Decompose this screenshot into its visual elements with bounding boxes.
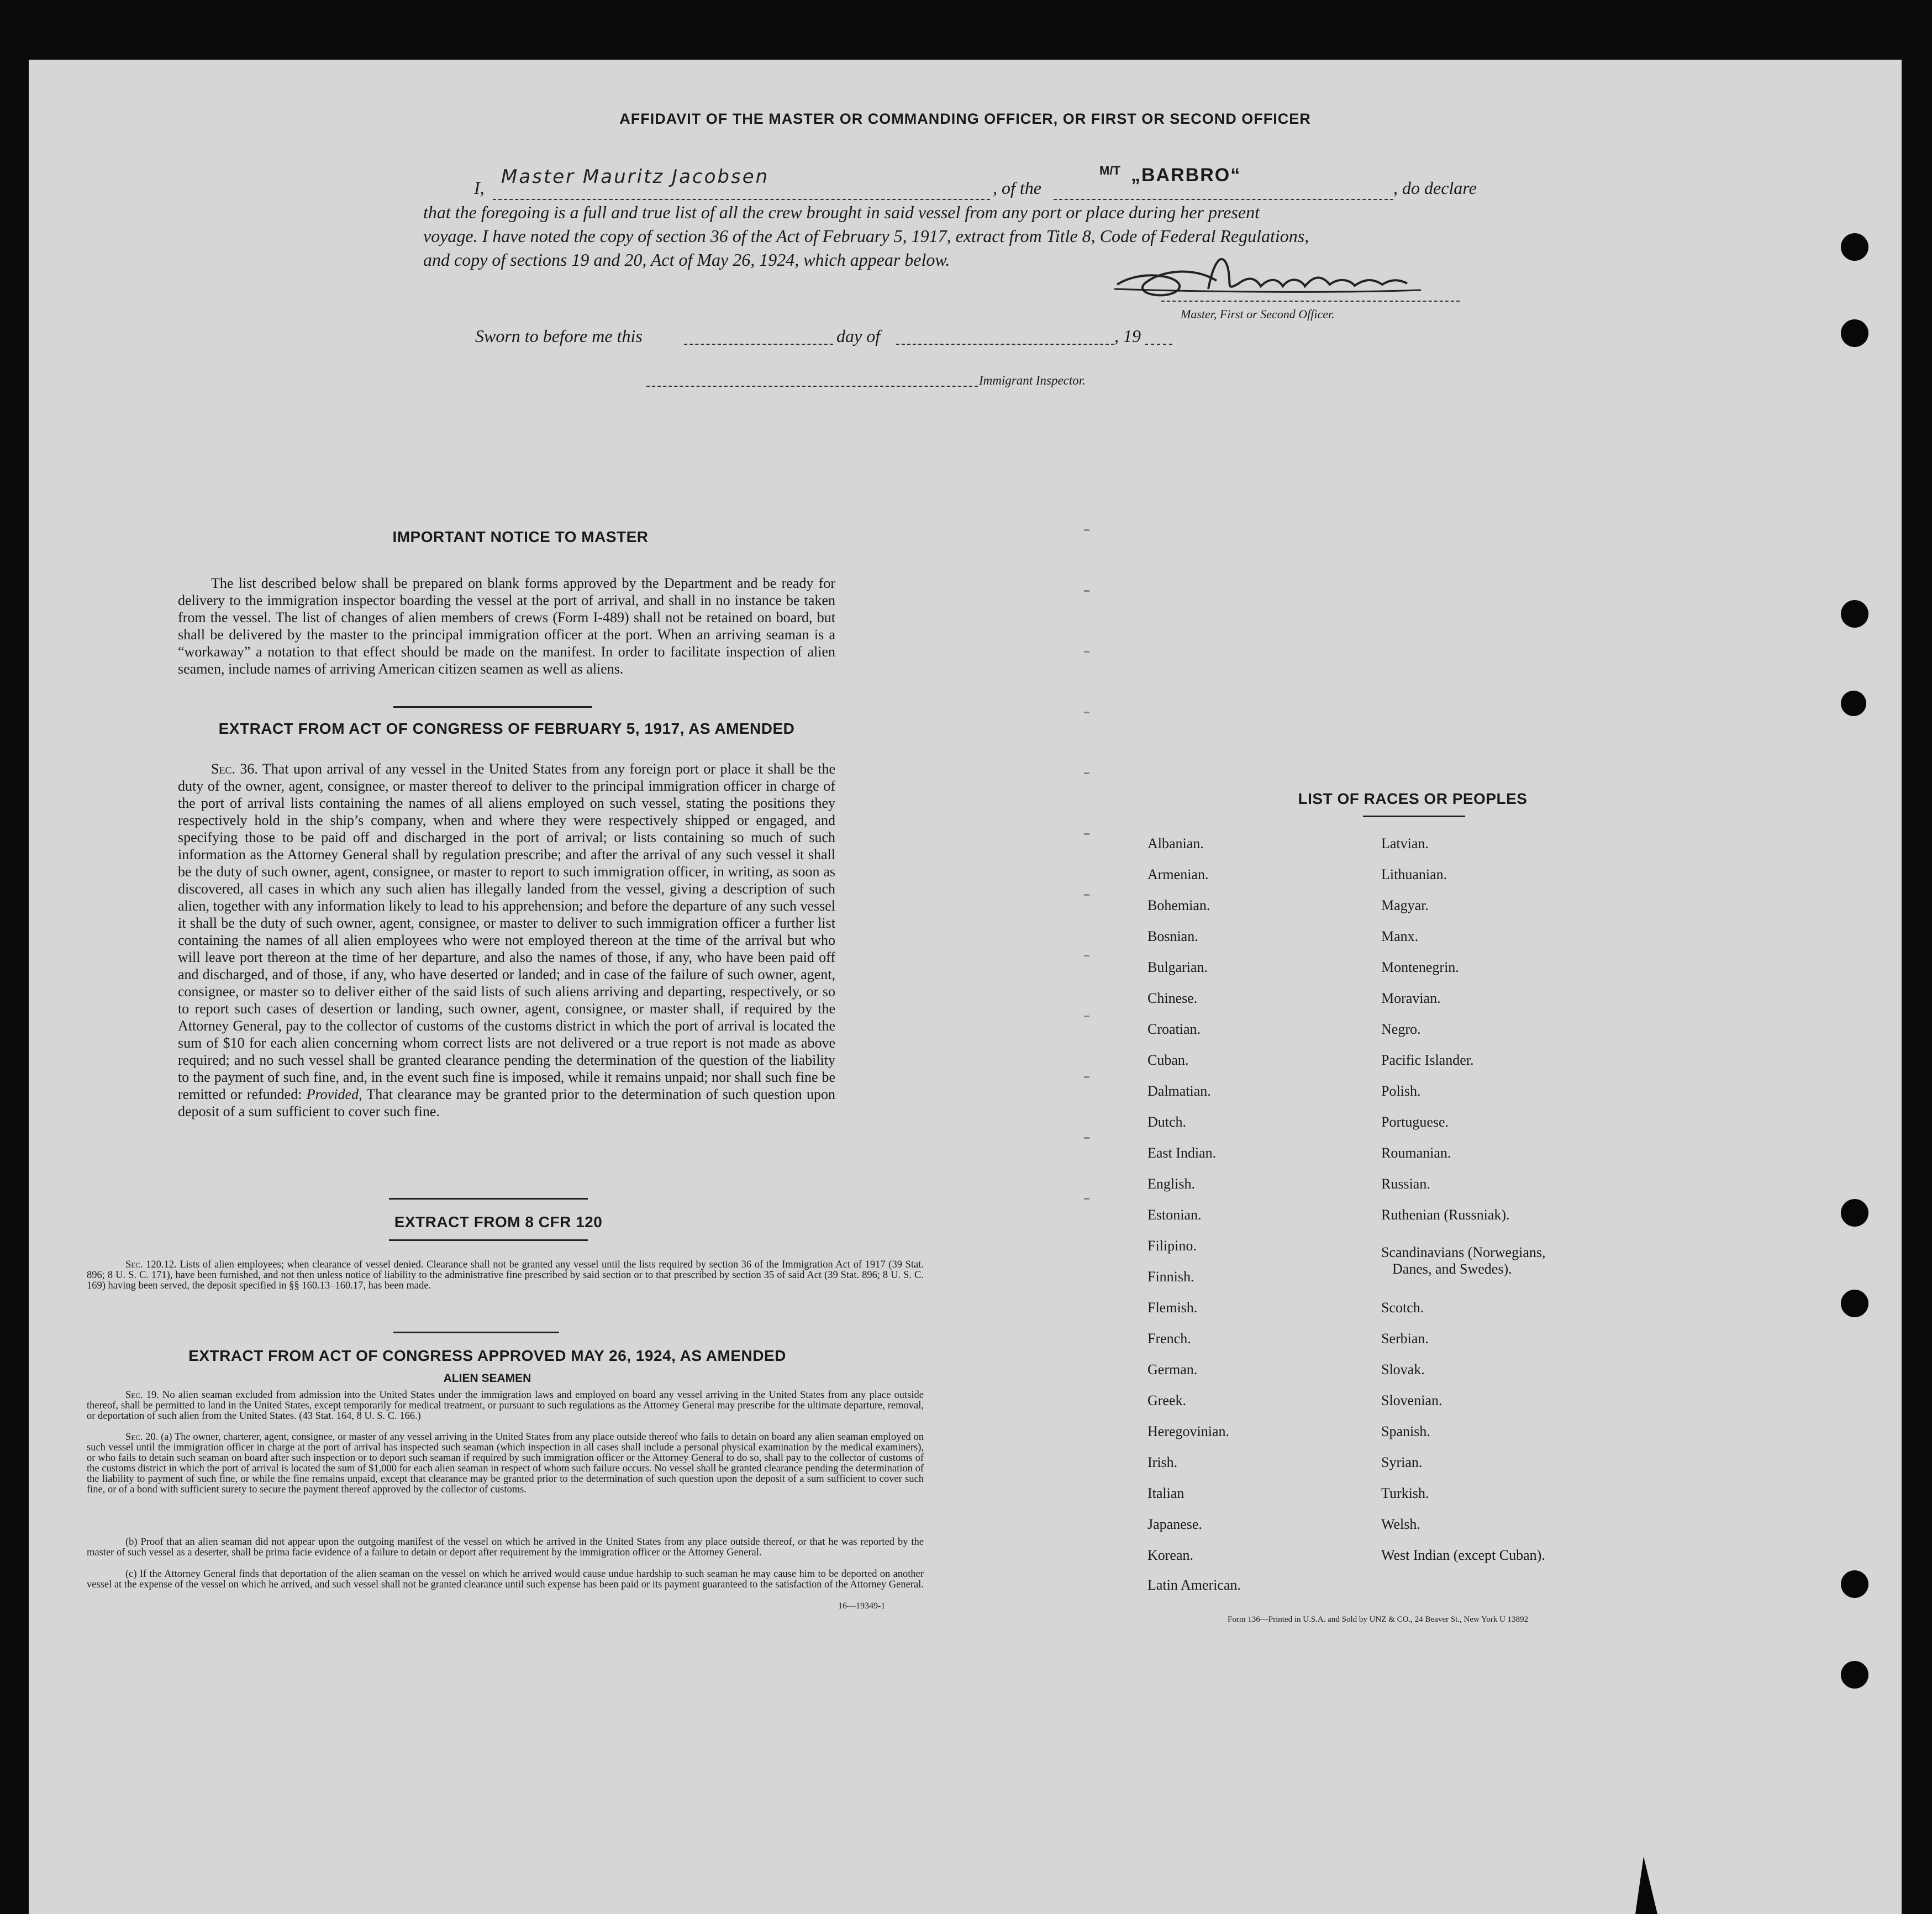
sec-19-label: Sec. 19. <box>125 1390 159 1401</box>
sworn-year-field <box>1145 325 1172 345</box>
race-item: West Indian (except Cuban). <box>1381 1547 1545 1563</box>
race-item: Scotch. <box>1381 1300 1424 1316</box>
inspector-signature-field <box>646 369 978 387</box>
race-item: Slovak. <box>1381 1361 1425 1377</box>
sec-20-label: Sec. 20. <box>125 1432 159 1443</box>
punch-hole <box>1841 1570 1868 1598</box>
race-item: Finnish. <box>1147 1269 1194 1285</box>
sec-19-body: No alien seaman excluded from admission into the United States under the immigration laws and employed on board any vessel arriving in the United States from any place outside thereof, shall be permitted to land in the United States, except temporarily for medical treatment, or pursuant to such regulations as the Attorney General may prescribe for the ultimate departure, removal, or deportation of such alien from the United States. (43 Stat. 164, 8 U. S. C. 166.) <box>87 1390 924 1422</box>
signature-caption: Master, First or Second Officer. <box>1181 307 1335 321</box>
divider <box>393 1332 559 1333</box>
divider <box>1363 816 1465 817</box>
cfr-body: Lists of alien employees; when clearance of vessel denied. Clearance shall not be granted any vessel until the lists required by section 36 of the Immigration Act of 1917 (39 Stat. 896; 8 U. S. C. 171), have been furnished, and not then unless notice of liability to the administrative fine prescribed by said section or to that prescribed by section 35 of said Act (39 Stat. 896; 8 U. S. C. 169) having been served, the deposit specified in §§ 160.13–160.17, has been made. <box>87 1259 924 1291</box>
sec-19-text <box>87 1390 924 1422</box>
race-item: Japanese. <box>1147 1516 1202 1532</box>
race-item: Roumanian. <box>1381 1145 1451 1161</box>
race-item: Cuban. <box>1147 1052 1189 1068</box>
punch-hole <box>1841 691 1866 716</box>
race-item: Turkish. <box>1381 1485 1429 1501</box>
document-page <box>29 60 1902 1914</box>
race-item: Scandinavians (Norwegians, <box>1381 1244 1546 1260</box>
decl-line-2: that the foregoing is a full and true list of all the crew brought in said vessel from any port or place during her present <box>423 202 1260 222</box>
race-item: Latvian. <box>1381 835 1429 851</box>
sec-20c-text: (c) If the Attorney General finds that deportation of the alien seaman on the vessel on which he arrived would cause undue hardship to such seaman he may cause him to be deported on another vessel at the expense of the vessel on which he arrived, and such vessel shall not be granted clearance until such expense has been paid or its payment guaranteed to the satisfaction of the Attorney General. <box>87 1569 924 1590</box>
race-item: Magyar. <box>1381 897 1429 913</box>
race-item: Pacific Islander. <box>1381 1052 1474 1068</box>
race-item: Italian <box>1147 1485 1185 1501</box>
decl-of-the: , of the <box>993 178 1041 198</box>
cfr-text <box>87 1260 924 1291</box>
race-item: Slovenian. <box>1381 1392 1443 1408</box>
sworn-day-field <box>684 325 833 345</box>
notice-title: IMPORTANT NOTICE TO MASTER <box>392 528 649 545</box>
race-item: Portuguese. <box>1381 1114 1449 1130</box>
signature-image <box>1112 245 1454 306</box>
race-item: French. <box>1147 1331 1191 1347</box>
act-1924-subtitle: ALIEN SEAMEN <box>443 1372 531 1385</box>
punch-hole <box>1841 1199 1868 1227</box>
affidavit-title: AFFIDAVIT OF THE MASTER OR COMMANDING OFFICER, OR FIRST OR SECOND OFFICER <box>619 111 1311 127</box>
punch-hole <box>1841 233 1868 261</box>
race-item: Bosnian. <box>1147 928 1198 944</box>
sworn-year-prefix: , 19 <box>1114 326 1141 346</box>
race-item: Filipino. <box>1147 1238 1197 1254</box>
page-notch <box>1624 1857 1657 1914</box>
sec-20b-text: (b) Proof that an alien seaman did not appear upon the outgoing manifest of the vessel on which he arrived in the United States from any place outside thereof, or that he was reported by the master of such vessel as a deserter, shall be prima facie evidence of a failure to detain or deport after requirement by the immigration officer or the Attorney General. <box>87 1537 924 1558</box>
act-1917-title: EXTRACT FROM ACT OF CONGRESS OF FEBRUARY 5, 1917, AS AMENDED <box>218 720 795 737</box>
race-item: German. <box>1147 1361 1198 1377</box>
race-item-continued: Danes, and Swedes). <box>1392 1261 1512 1277</box>
sec-36-text <box>178 760 835 1120</box>
sworn-month-field <box>896 325 1114 345</box>
punch-hole <box>1841 1290 1868 1317</box>
race-item: Chinese. <box>1147 990 1198 1006</box>
race-item: Moravian. <box>1381 990 1441 1006</box>
sec-36-label: Sec. 36. <box>211 761 258 777</box>
divider <box>389 1239 588 1241</box>
decl-do-declare: , do declare <box>1393 178 1477 198</box>
sworn-text: Sworn to before me this <box>475 326 643 346</box>
race-item: Ruthenian (Russniak). <box>1381 1207 1510 1223</box>
race-item: Lithuanian. <box>1381 866 1447 882</box>
notice-text: The list described below shall be prepared on blank forms approved by the Department and be ready for delivery to the immigration inspector boarding the vessel at the port of arrival, and shall in no instance be taken from the vessel. The list of changes of alien members of crews (Form I-489) shall not be retained on board, but shall be delivered by the master to the principal immigration officer at the port. When an arriving seaman is a “workaway” a notation to that effect should be made on the manifest. In order to facilitate inspection of alien seamen, include names of arriving American citizen seamen as well as aliens. <box>178 575 835 677</box>
race-item: Serbian. <box>1381 1331 1429 1347</box>
punch-hole <box>1841 1661 1868 1689</box>
edge-marks <box>1084 529 1089 1248</box>
decl-prefix: I, <box>474 178 485 198</box>
act-1924-title: EXTRACT FROM ACT OF CONGRESS APPROVED MAY 26, 1924, AS AMENDED <box>188 1347 786 1364</box>
sec-36-body: That upon arrival of any vessel in the United States from any foreign port or place it shall be the duty of the owner, agent, consignee, or master thereof to deliver to the principal immigration officer in charge of the port of arrival lists containing the names of all aliens employed on such vessel, stating the positions they respectively hold in the ship’s company, when and where they were respectively shipped or engaged, and specifying those to be paid off and discharged in the port of arrival; or lists containing so much of such information as the Attorney General shall by regulation prescribe; and after the arrival of any such vessel it shall be the duty of such owner, agent, consignee, or master to report to such immigration officer, in writing, as soon as discovered, all cases in which any such alien has illegally landed from the vessel, giving a description of such alien, together with any information likely to lead to his apprehension; and before the departure of any such vessel it shall be the duty of such owner, agent, consignee, or master to deliver to such immigration officer a further list containing the names of all alien employees who were not employed thereon at the time of the arrival but who will leave port thereon at the time of her departure, and also the names of those, if any, who have been paid off and discharged, and of those, if any, who have deserted or landed; and in case of the failure of such owner, agent, consignee, or master so to deliver either of the said lists of such aliens arriving and departing, respectively, or so to report such cases of desertion or landing, such owner, agent, consignee, or master shall, if required by the Attorney General, pay to the collector of customs of the customs district in which the port of arrival is located the sum of $10 for each alien concerning whom correct lists are not delivered or a true report is not made as above required; and no such vessel shall be granted clearance pending the determination of the question of the liability to the payment of such fine, and, in the event such fine is imposed, while it remains unpaid; nor shall such fine be remitted or refunded: <box>178 761 835 1102</box>
race-item: Greek. <box>1147 1392 1187 1408</box>
race-item: Negro. <box>1381 1021 1421 1037</box>
race-item: Latin American. <box>1147 1577 1241 1593</box>
race-item: Montenegrin. <box>1381 959 1459 975</box>
cfr-title: EXTRACT FROM 8 CFR 120 <box>394 1213 603 1231</box>
divider <box>393 706 592 708</box>
master-name-handwritten: Master Mauritz Jacobsen <box>501 166 770 188</box>
race-item: Irish. <box>1147 1454 1178 1470</box>
form-footer: Form 136—Printed in U.S.A. and Sold by UNZ & CO., 24 Beaver St., New York U 13892 <box>1228 1615 1529 1624</box>
race-item: Korean. <box>1147 1547 1194 1563</box>
race-item: Syrian. <box>1381 1454 1423 1470</box>
race-item: Russian. <box>1381 1176 1430 1192</box>
race-item: Dutch. <box>1147 1114 1187 1130</box>
sec-20a-body: (a) The owner, charterer, agent, consignee, or master of any vessel arriving in the United States from any place outside thereof who fails to detain on board any alien seaman employed on such vessel until the immigration officer in charge at the port of arrival has inspected such seaman (which inspection in all cases shall include a personal physical examination by the medical examiners), or who fails to detain such seaman on board after such inspection or to deport such seaman if required by such immigration officer or the Attorney General to do so, shall pay to the collector of customs of the customs district in which the port of arrival is located the sum of $1,000 for each alien seaman in respect of whom such failure occurs. No vessel shall be granted clearance pending the determination of the liability to payment of such fine, or while the fine remains unpaid, except that clearance may be granted prior to the determination of such question upon the deposit of a sum sufficient to cover such fine, or of a bond with sufficient surety to secure the payment thereof approved by the collector of customs. <box>87 1432 924 1495</box>
race-item: Dalmatian. <box>1147 1083 1211 1099</box>
divider <box>389 1198 588 1200</box>
race-item: Estonian. <box>1147 1207 1202 1223</box>
cfr-sec-label: Sec. 120.12. <box>125 1259 177 1270</box>
race-item: Bohemian. <box>1147 897 1210 913</box>
inspector-caption: Immigrant Inspector. <box>979 374 1086 387</box>
form-code: 16—19349-1 <box>838 1601 886 1611</box>
decl-line-4: and copy of sections 19 and 20, Act of May 26, 1924, which appear below. <box>423 250 950 270</box>
race-item: Flemish. <box>1147 1300 1198 1316</box>
vessel-name: „BARBRO“ <box>1131 165 1241 186</box>
decl-line-3: voyage. I have noted the copy of section 36 of the Act of February 5, 1917, extract from Title 8, Code of Federal Regulations, <box>423 226 1309 246</box>
race-item: Armenian. <box>1147 866 1209 882</box>
race-item: Albanian. <box>1147 835 1204 851</box>
race-item: Welsh. <box>1381 1516 1420 1532</box>
punch-hole <box>1841 319 1868 347</box>
race-item: Bulgarian. <box>1147 959 1208 975</box>
race-item: Spanish. <box>1381 1423 1430 1439</box>
race-item: Croatian. <box>1147 1021 1201 1037</box>
race-item: Manx. <box>1381 928 1419 944</box>
vessel-prefix: M/T <box>1099 164 1120 177</box>
punch-hole <box>1841 600 1868 628</box>
sec-20a-text <box>87 1432 924 1495</box>
sworn-day-of: day of <box>836 326 881 346</box>
race-item: English. <box>1147 1176 1195 1192</box>
sec-36-provided: Provided, <box>306 1086 362 1102</box>
races-title: LIST OF RACES OR PEOPLES <box>1298 790 1528 807</box>
race-item: Heregovinian. <box>1147 1423 1230 1439</box>
sec-36-body-end: That clearance may be granted prior to the determination of such question upon deposit of a sum sufficient to cover such fine. <box>178 1086 836 1119</box>
race-item: Polish. <box>1381 1083 1421 1099</box>
race-item: East Indian. <box>1147 1145 1217 1161</box>
